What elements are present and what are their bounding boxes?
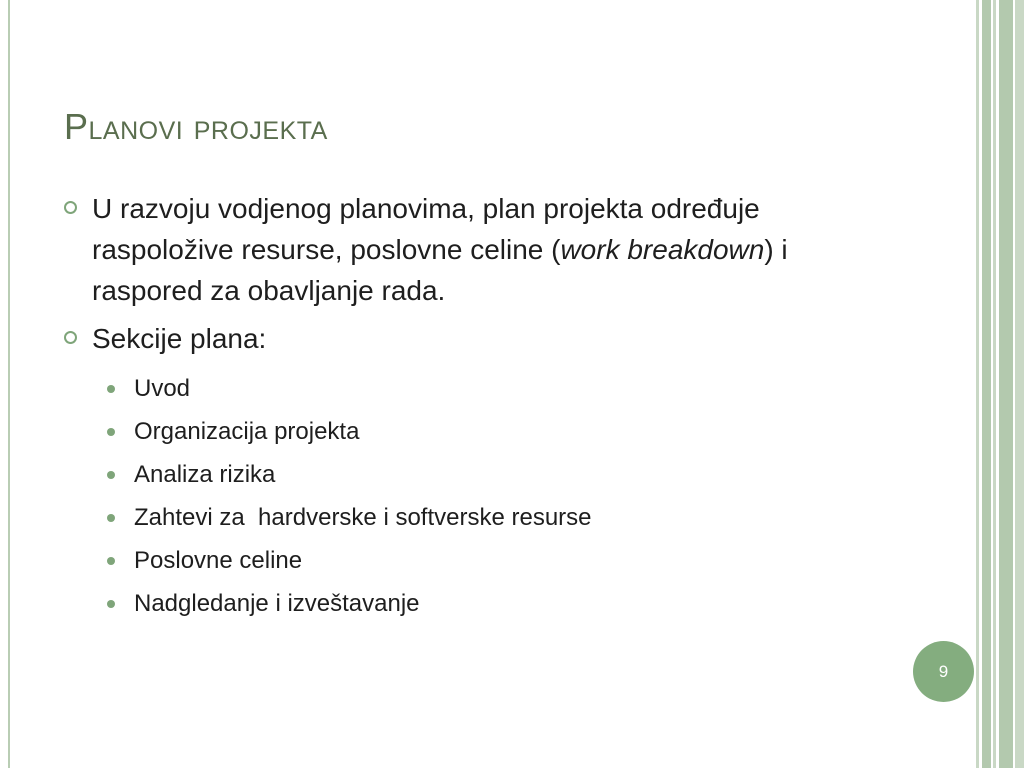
- dot-bullet-icon: [107, 428, 115, 436]
- sub-bullet-list: [62, 367, 892, 625]
- sub-bullet-item: [62, 582, 892, 625]
- bullet-text-part: ) i raspored za obavljanje rada.: [92, 234, 788, 306]
- right-decorative-stripe: [976, 0, 979, 768]
- sub-bullet-text: Organizacija projekta: [134, 418, 360, 445]
- dot-bullet-icon: [107, 385, 115, 393]
- dot-bullet-icon: [107, 471, 115, 479]
- sub-bullet-text: Zahtevi za hardverske i softverske resurse: [134, 504, 592, 531]
- slide-content: [62, 188, 892, 625]
- sub-bullet-item: [62, 453, 892, 496]
- page-number-badge: 9: [913, 641, 974, 702]
- right-decorative-stripe: [999, 0, 1013, 768]
- ring-bullet-icon: [64, 201, 77, 214]
- bullet-item: [62, 188, 892, 311]
- dot-bullet-icon: [107, 557, 115, 565]
- bullet-text-part: U razvoju vodjenog planovima, plan projekta određuje raspoložive resurse, poslovne celine (: [92, 193, 760, 265]
- sub-bullet-item: [62, 496, 892, 539]
- sub-bullet-text: Nadgledanje i izveštavanje: [134, 590, 420, 617]
- bullet-text: Sekcije plana:: [92, 323, 267, 354]
- right-decorative-stripe: [993, 0, 996, 768]
- bullet-italic-term: work breakdown: [560, 234, 765, 265]
- right-decorative-stripe: [1015, 0, 1024, 768]
- sub-bullet-text: Analiza rizika: [134, 461, 276, 488]
- bullet-item: [62, 318, 892, 359]
- dot-bullet-icon: [107, 600, 115, 608]
- sub-bullet-text: Uvod: [134, 375, 191, 402]
- bullet-text: [92, 188, 892, 311]
- sub-bullet-text: Poslovne celine: [134, 547, 303, 574]
- slide-title: Planovi projekta: [64, 106, 328, 147]
- ring-bullet-icon: [64, 331, 77, 344]
- right-decorative-stripe: [982, 0, 991, 768]
- sub-bullet-item: [62, 367, 892, 410]
- left-decorative-stripe: [8, 0, 10, 768]
- sub-bullet-item: [62, 539, 892, 582]
- sub-bullet-item: [62, 410, 892, 453]
- dot-bullet-icon: [107, 514, 115, 522]
